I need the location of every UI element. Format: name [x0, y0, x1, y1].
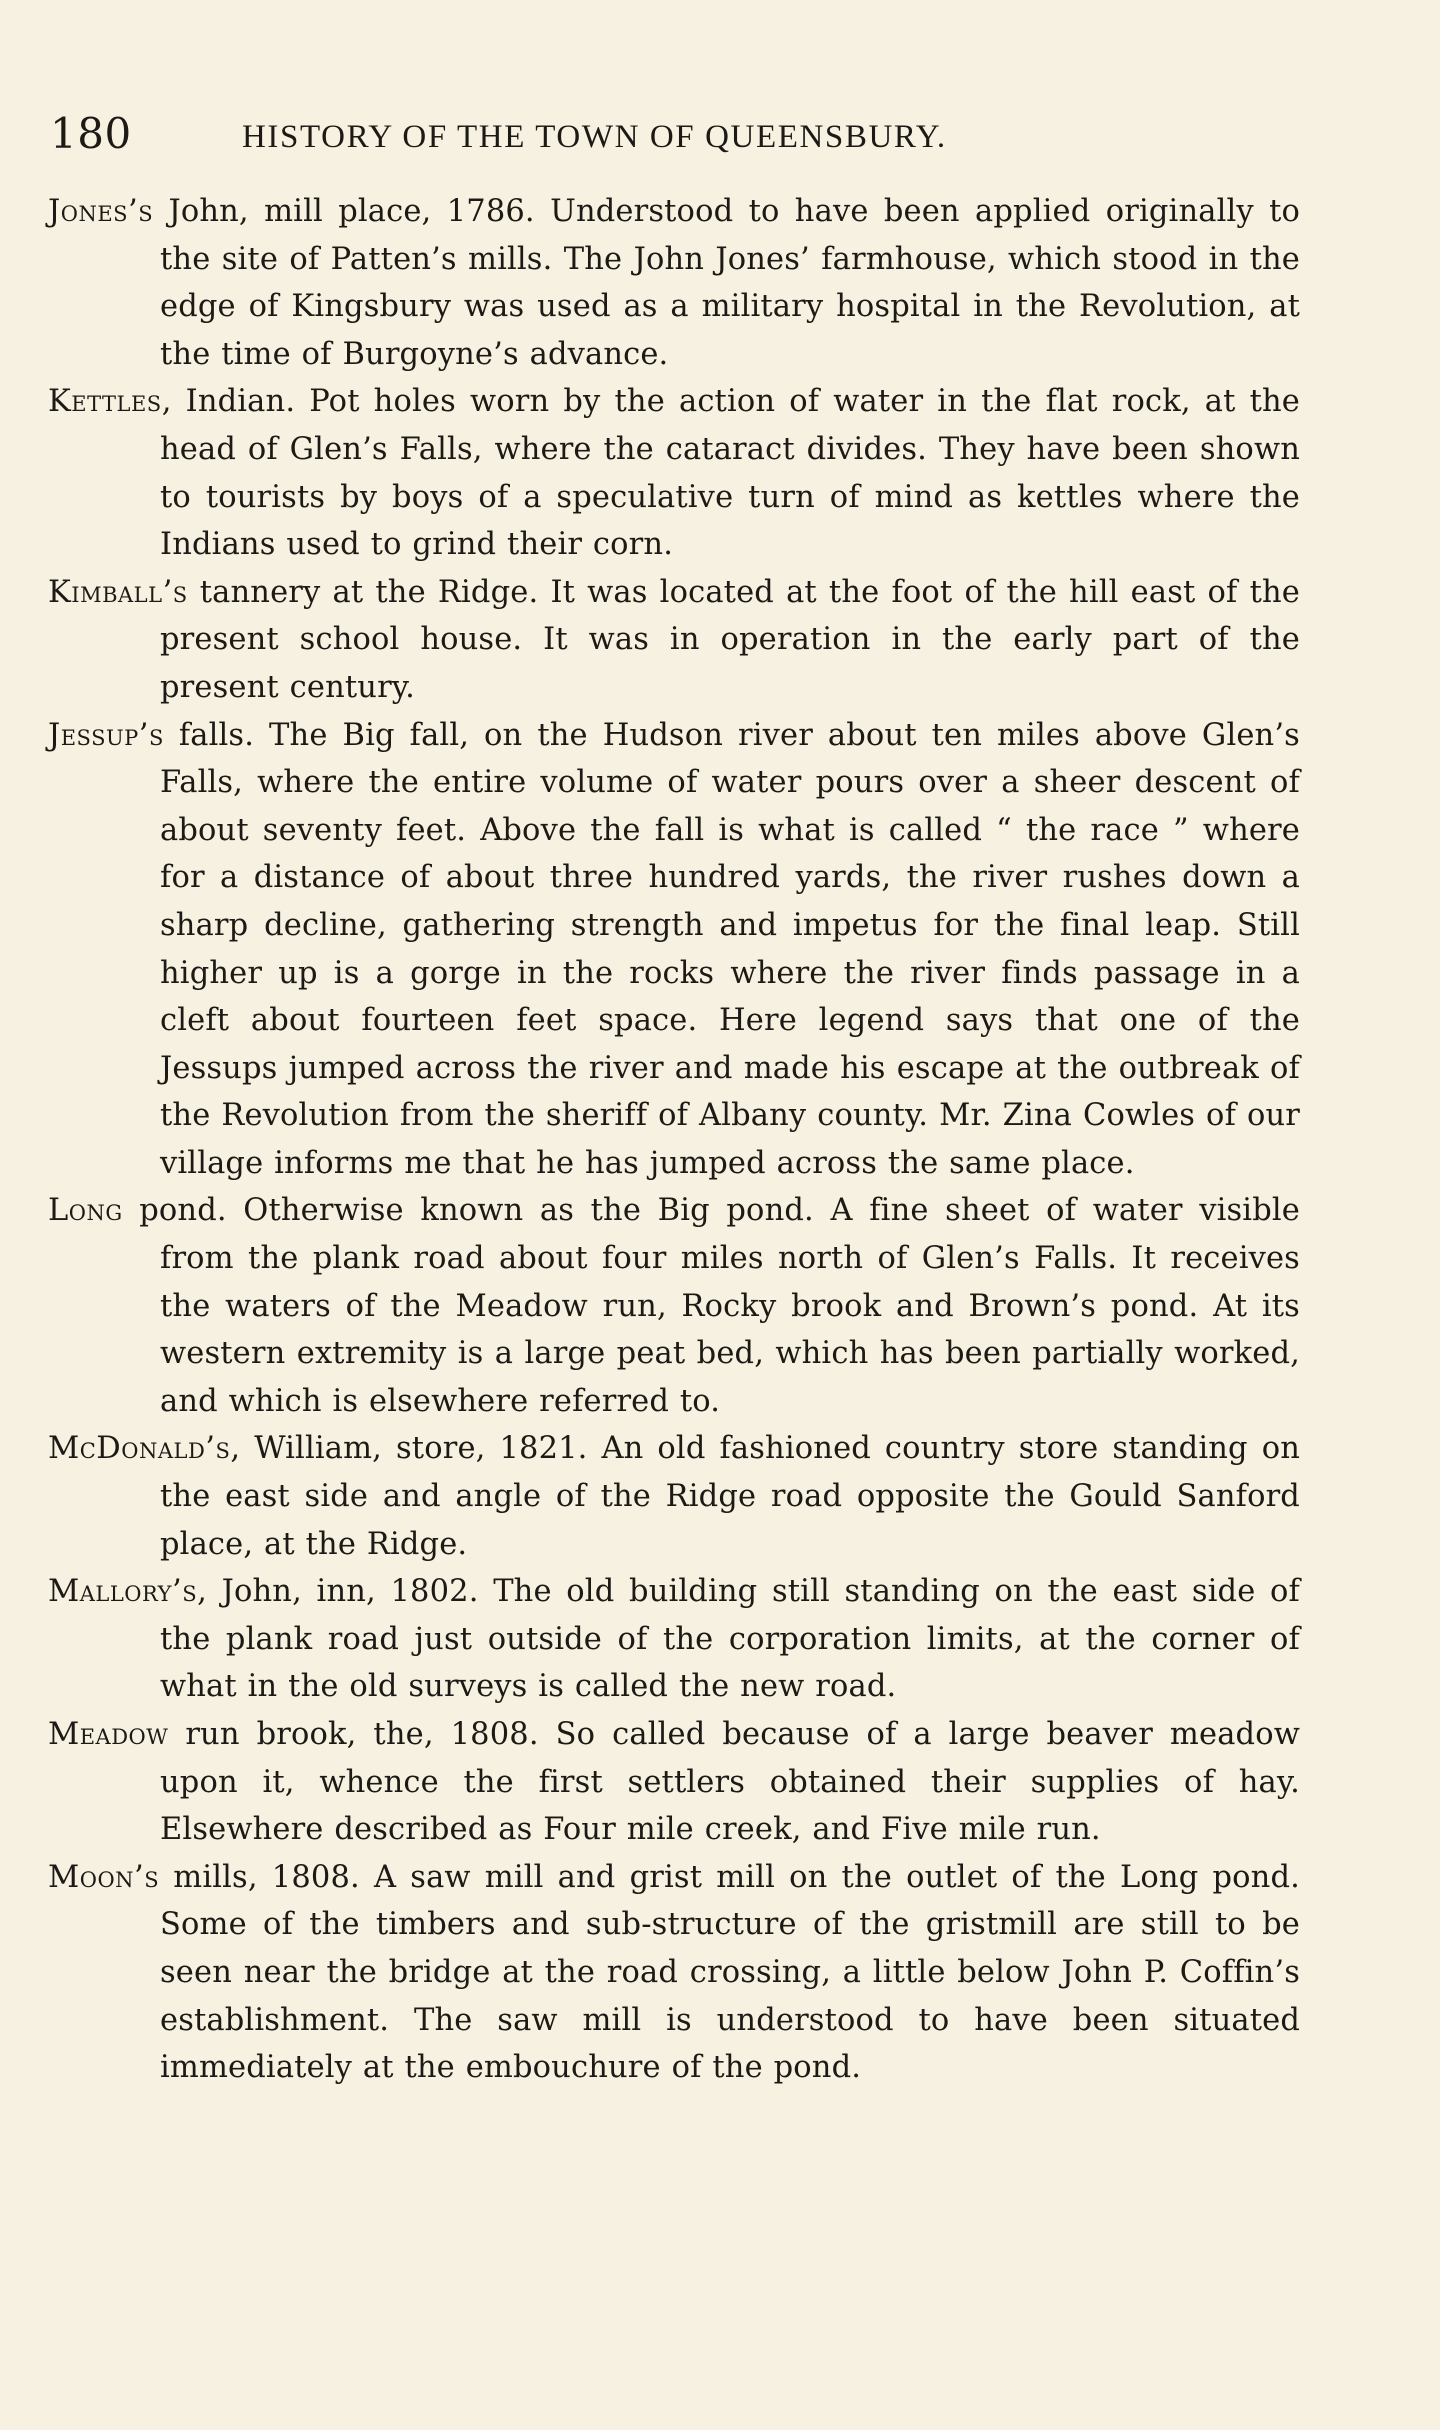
entry-headword: McDonald’s	[48, 1431, 231, 1467]
entry-text: run brook, the, 1808. So called because of a large beaver meadow upon it, whence the first settlers obtained their supplies of hay. Elsewhere described as Four mile creek, and Five mile run.	[160, 1717, 1300, 1848]
entry-text: mills, 1808. A saw mill and grist mill on the outlet of the Long pond. Some of the timbers and sub-structure of the gristmill are still to be seen near the bridge at the road crossing, a little below John P. Coffin’s establishment. The saw mill is understood to have been situated immediately at the embouchure of the pond.	[159, 1859, 1300, 2086]
entry-mcdonald	[48, 1425, 1300, 1568]
entry-jones	[48, 188, 1300, 378]
entry-headword: Long	[48, 1193, 123, 1229]
entry-kettles	[48, 378, 1300, 568]
entry-text: , William, store, 1821. An old fashioned country store standing on the east side and angle of the Ridge road opposite the Gould Sanford place, at the Ridge.	[160, 1431, 1300, 1562]
entry-text: , Indian. Pot holes worn by the action of water in the flat rock, at the head of Glen’s Falls, where the cataract divides. They have been shown to tourists by boys of a speculative turn of mind as kettles where the Indians used to grind their corn.	[160, 384, 1300, 563]
entry-headword: Moon’s	[48, 1859, 160, 1895]
entry-text: tannery at the Ridge. It was located at the foot of the hill east of the present school house. It was in operation in the early part of the present century.	[160, 574, 1300, 705]
entry-headword: Mallory’s	[48, 1574, 198, 1610]
entry-headword: Kettles	[48, 384, 162, 420]
entry-text: pond. Otherwise known as the Big pond. A fine sheet of water visible from the plank road about four miles north of Glen’s Falls. It receives the waters of the Meadow run, Rocky brook and Brown’s pond. At its western extremity is a large peat bed, which has been partially worked, and which is elsewhere referred to.	[122, 1193, 1300, 1419]
entry-headword: Kimball’s	[48, 574, 188, 610]
gazetteer-entries	[48, 188, 1300, 2092]
entry-text: falls. The Big fall, on the Hudson river about ten miles above Glen’s Falls, where the entire volume of water pours over a sheer descent of about seventy feet. Above the fall is what is called “ the race ” where for a distance of about three hundred yards, the river rushes down a sharp decline, gathering strength and impetus for the final leap. Still higher up is a gorge in the rocks where the river finds passage in a cleft about fourteen feet space. Here legend says that one of the Jessups jumped across the river and made his escape at the outbreak of the Revolution from the sheriff of Albany county. Mr. Zina Cowles of our village informs me that he has jumped across the same place.	[160, 717, 1300, 1181]
entry-headword: Meadow	[48, 1717, 169, 1752]
entry-headword: Jones’s	[48, 194, 154, 229]
entry-moon	[48, 1854, 1300, 2092]
page-number: 180	[50, 109, 132, 158]
entry-text: , John, inn, 1802. The old building still standing on the east side of the plank road just outside of the corporation limits, at the corner of what in the old surveys is called the new road.	[160, 1574, 1300, 1705]
entry-headword: Jessup’s	[48, 717, 164, 753]
running-title: HISTORY OF THE TOWN OF QUEENSBURY.	[242, 119, 947, 155]
entry-text: John, mill place, 1786. Understood to have been applied originally to the site of Patten’s mills. The John Jones’ farmhouse, which stood in the edge of Kingsbury was used as a military hospital in the Revolution, at the time of Burgoyne’s advance.	[153, 194, 1300, 372]
entry-jessup	[48, 712, 1300, 1188]
entry-kimball	[48, 569, 1300, 712]
entry-mallory	[48, 1568, 1300, 1711]
entry-long-pond	[48, 1187, 1300, 1425]
running-head	[50, 108, 1150, 168]
entry-meadow-run	[48, 1711, 1300, 1854]
